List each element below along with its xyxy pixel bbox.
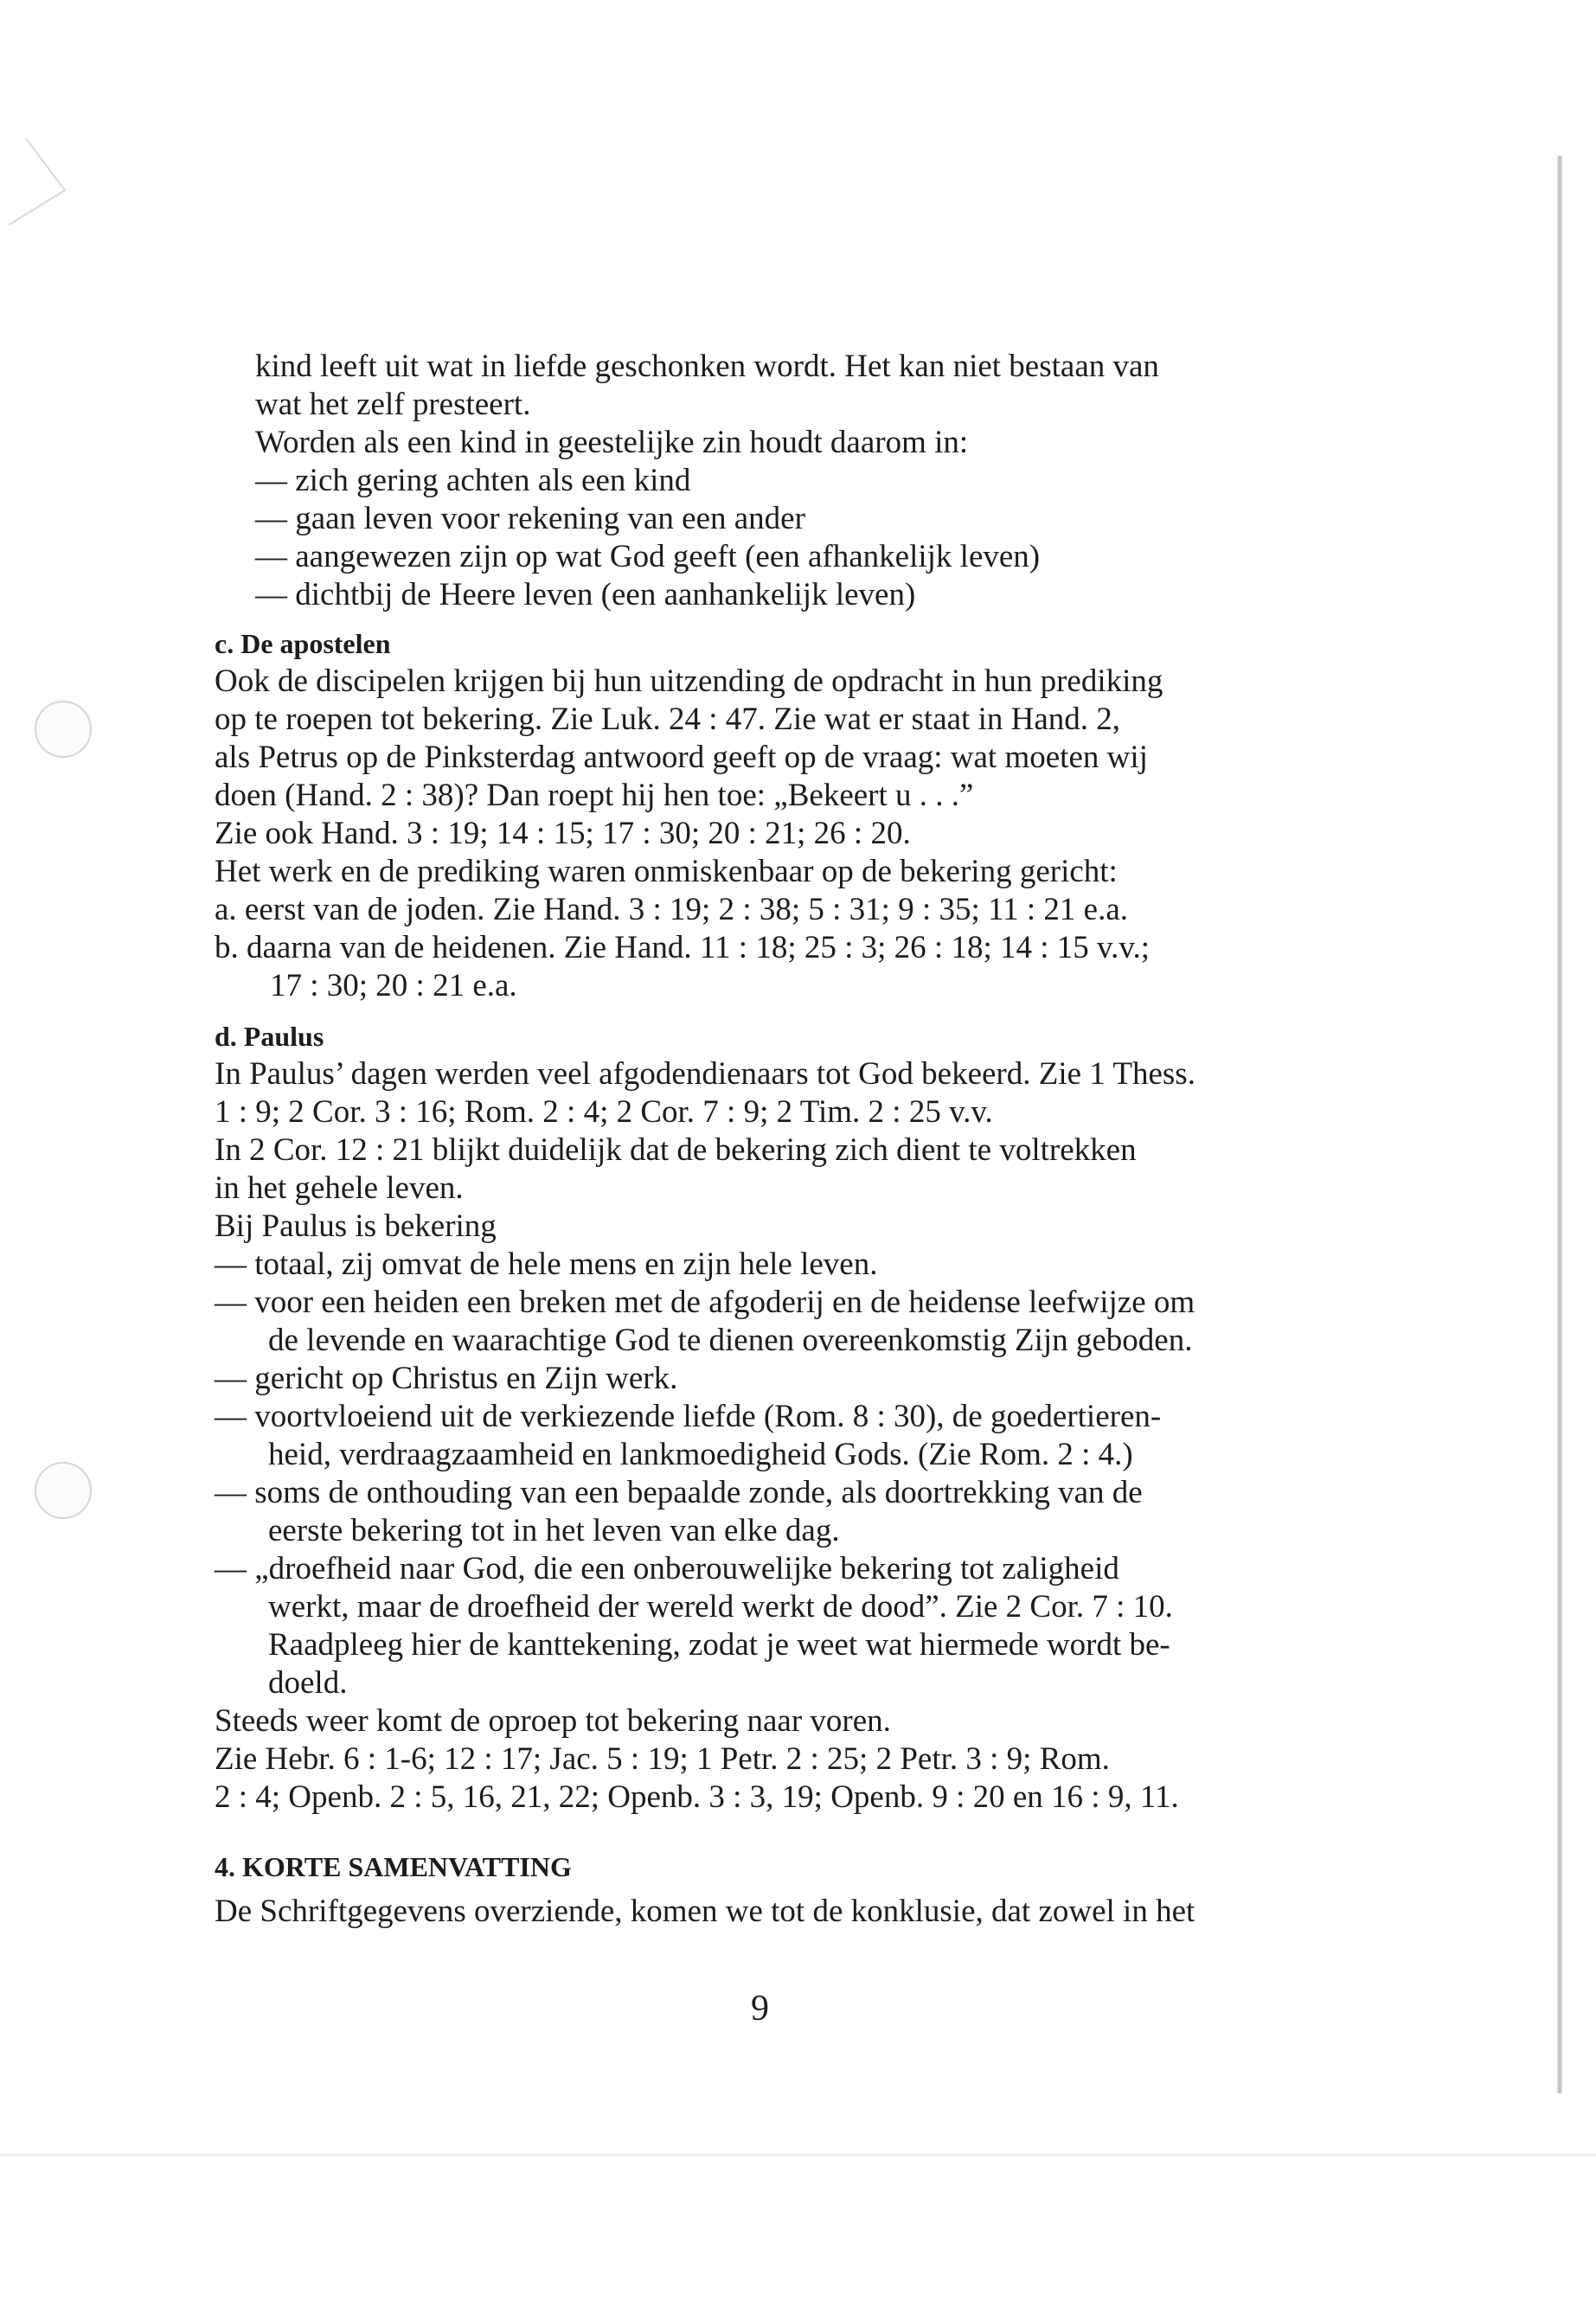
text-line: wat het zelf presteert. bbox=[255, 387, 531, 422]
text-line: Zie Hebr. 6 : 1-6; 12 : 17; Jac. 5 : 19; 1 Petr. 2 : 25; 2 Petr. 3 : 9; Rom. bbox=[215, 1741, 1110, 1777]
page-bottom-edge bbox=[0, 2154, 1596, 2157]
text-line: doen (Hand. 2 : 38)? Dan roept hij hen toe: „Bekeert u . . .” bbox=[215, 778, 974, 813]
punch-hole-bottom bbox=[35, 1462, 92, 1519]
punch-hole-top bbox=[35, 701, 92, 758]
list-item-continuation: de levende en waarachtige God te dienen overeenkomstig Zijn geboden. bbox=[268, 1323, 1193, 1358]
section-heading-c: c. De apostelen bbox=[215, 628, 391, 659]
text-line: Zie ook Hand. 3 : 19; 14 : 15; 17 : 30; 20 : 21; 26 : 20. bbox=[215, 816, 911, 851]
text-line: 1 : 9; 2 Cor. 3 : 16; Rom. 2 : 4; 2 Cor. 7 : 9; 2 Tim. 2 : 25 v.v. bbox=[215, 1094, 993, 1130]
text-line: De Schriftgegevens overziende, komen we tot de konklusie, dat zowel in het bbox=[215, 1894, 1195, 1929]
list-item: — „droefheid naar God, die een onberouwelijke bekering tot zaligheid bbox=[215, 1551, 1119, 1586]
list-item: — soms de onthouding van een bepaalde zonde, als doortrekking van de bbox=[215, 1475, 1143, 1510]
text-line: Steeds weer komt de oproep tot bekering naar voren. bbox=[215, 1703, 891, 1739]
list-item: b. daarna van de heidenen. Zie Hand. 11 : 18; 25 : 3; 26 : 18; 14 : 15 v.v.; bbox=[215, 930, 1150, 965]
page-number: 9 bbox=[751, 1989, 769, 2029]
text-line: In 2 Cor. 12 : 21 blijkt duidelijk dat de bekering zich dient te voltrekken bbox=[215, 1132, 1137, 1168]
list-item: — gericht op Christus en Zijn werk. bbox=[215, 1361, 678, 1396]
list-item-continuation: doeld. bbox=[268, 1665, 348, 1701]
list-item-continuation: werkt, maar de droefheid der wereld werkt de dood”. Zie 2 Cor. 7 : 10. bbox=[268, 1589, 1173, 1625]
list-item: — dichtbij de Heere leven (een aanhankelijk leven) bbox=[255, 577, 916, 612]
text-line: Bij Paulus is bekering bbox=[215, 1208, 497, 1244]
page-edge bbox=[1557, 156, 1562, 2093]
section-heading-summary: 4. KORTE SAMENVATTING bbox=[215, 1851, 572, 1882]
text-line: Het werk en de prediking waren onmiskenbaar op de bekering gericht: bbox=[215, 854, 1118, 889]
section-heading-d: d. Paulus bbox=[215, 1021, 324, 1052]
list-item: — totaal, zij omvat de hele mens en zijn hele leven. bbox=[215, 1247, 878, 1282]
text-line: als Petrus op de Pinksterdag antwoord geeft op de vraag: wat moeten wij bbox=[215, 740, 1148, 775]
list-item: — aangewezen zijn op wat God geeft (een afhankelijk leven) bbox=[255, 539, 1041, 574]
list-item-continuation: Raadpleeg hier de kanttekening, zodat je weet wat hiermede wordt be- bbox=[268, 1627, 1170, 1663]
text-line: in het gehele leven. bbox=[215, 1170, 464, 1206]
text-line: In Paulus’ dagen werden veel afgodendienaars tot God bekeerd. Zie 1 Thess. bbox=[215, 1056, 1195, 1092]
list-item-continuation: 17 : 30; 20 : 21 e.a. bbox=[270, 968, 517, 1003]
text-line: Worden als een kind in geestelijke zin houdt daarom in: bbox=[255, 425, 969, 460]
list-item-continuation: heid, verdraagzaamheid en lankmoedigheid Gods. (Zie Rom. 2 : 4.) bbox=[268, 1437, 1133, 1472]
text-line: Ook de discipelen krijgen bij hun uitzending de opdracht in hun prediking bbox=[215, 663, 1163, 699]
list-item: — gaan leven voor rekening van een ander bbox=[255, 501, 805, 536]
list-item: — voor een heiden een breken met de afgoderij en de heidense leefwijze om bbox=[215, 1285, 1195, 1320]
list-item: a. eerst van de joden. Zie Hand. 3 : 19; 2 : 38; 5 : 31; 9 : 35; 11 : 21 e.a. bbox=[215, 892, 1128, 927]
list-item-continuation: eerste bekering tot in het leven van elke dag. bbox=[268, 1513, 840, 1548]
text-line: kind leeft uit wat in liefde geschonken wordt. Het kan niet bestaan van bbox=[255, 349, 1159, 384]
text-line: 2 : 4; Openb. 2 : 5, 16, 21, 22; Openb. 3 : 3, 19; Openb. 9 : 20 en 16 : 9, 11. bbox=[215, 1779, 1179, 1815]
list-item: — voortvloeiend uit de verkiezende liefde (Rom. 8 : 30), de goedertieren- bbox=[215, 1399, 1162, 1434]
list-item: — zich gering achten als een kind bbox=[255, 463, 691, 498]
text-line: op te roepen tot bekering. Zie Luk. 24 : 47. Zie wat er staat in Hand. 2, bbox=[215, 702, 1121, 737]
page-corner-mark bbox=[0, 130, 78, 251]
